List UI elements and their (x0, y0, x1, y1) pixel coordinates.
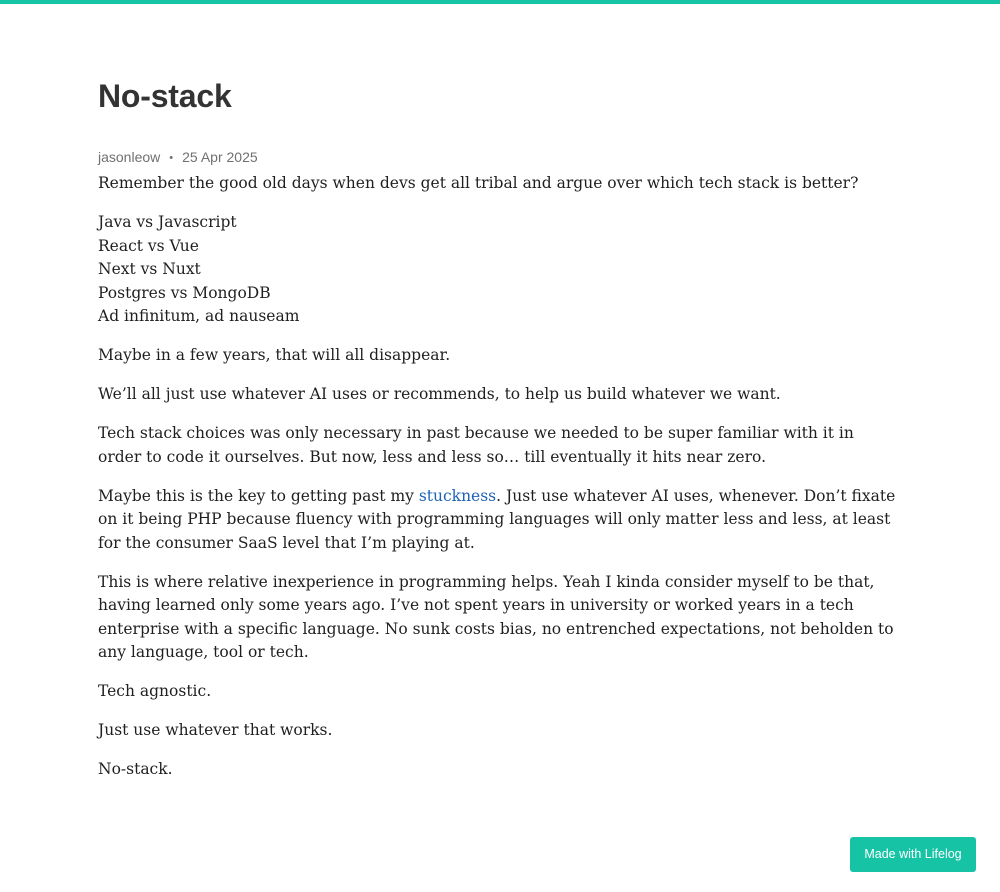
comparison-line: React vs Vue (98, 236, 199, 255)
paragraph-intro: Remember the good old days when devs get all tribal and argue over which tech stack is better? (98, 174, 859, 192)
meta-separator: • (169, 152, 174, 164)
paragraph-tech-agnostic: Tech agnostic. (98, 682, 212, 700)
comparison-line: Java vs Javascript (98, 213, 237, 231)
paragraph-stuckness-start: Maybe this is the key to getting past my (98, 486, 419, 505)
post-meta (98, 147, 258, 169)
made-with-lifelog-button[interactable]: Made with Lifelog (850, 837, 976, 872)
stuckness-link[interactable]: stuckness (418, 486, 497, 505)
paragraph-disappear: Maybe in a few years, that will all disappear. (98, 346, 451, 364)
post-date: 25 Apr 2025 (182, 149, 258, 165)
comparison-line: Ad infinitum, ad nauseam (98, 307, 300, 325)
post-author[interactable]: jasonleow (98, 149, 161, 165)
paragraph-whatever-works: Just use whatever that works. (98, 721, 333, 739)
paragraph-no-stack: No-stack. (98, 760, 173, 778)
post-title: No-stack (98, 78, 232, 114)
paragraph-comparisons (98, 211, 898, 329)
paragraph-stuckness (98, 485, 898, 556)
paragraph-use-ai: We’ll all just use whatever AI uses or recommends, to help us build whatever we want. (98, 385, 781, 403)
paragraph-stuckness-end: . Just use whatever AI uses, whenever. Don’t fixate on it being PHP because fluency with programming languages will only matter less and less, at least for the consumer SaaS level that I’m playing at. (98, 486, 896, 552)
paragraph-inexperience: This is where relative inexperience in programming helps. Yeah I kinda consider myself to be that, having learned only some years ago. I’ve not spent years in university or worked years in a tech enterprise with a specific language. No sunk costs bias, no entrenched expectations, not beholden to any language, tool or tech. (98, 572, 894, 661)
comparison-line: Postgres vs MongoDB (98, 283, 271, 302)
post-body (98, 172, 898, 797)
paragraph-stack-choices: Tech stack choices was only necessary in past because we needed to be super familiar with it in order to code it ourselves. But now, less and less so… till eventually it hits near zero. (98, 424, 854, 466)
top-accent-bar (0, 0, 1000, 4)
comparison-line: Next vs Nuxt (98, 260, 201, 278)
